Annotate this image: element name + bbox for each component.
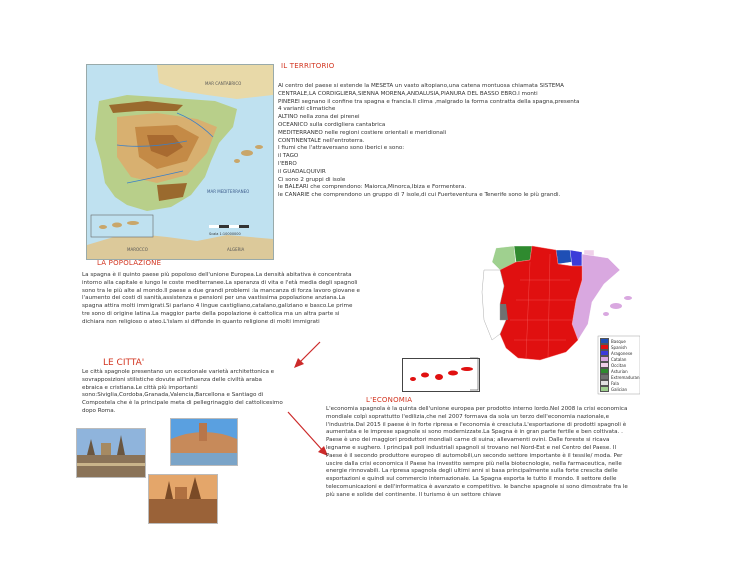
svg-text:MAR MEDITERRANEO: MAR MEDITERRANEO — [207, 189, 250, 194]
territory-line: I fiumi che l'attraversano sono iberici e sono: — [278, 145, 405, 152]
svg-text:MAR CANTABRICO: MAR CANTABRICO — [205, 81, 242, 86]
territory-line: CONTINENTALE nell'entroterra. — [278, 137, 365, 144]
territory-line: Al centro del paese si estende la MESETA un vasto altopiano,una catena montuosa chiamata SISTEMA — [278, 83, 564, 89]
legend-item: Basque — [600, 338, 640, 344]
city-photo — [76, 428, 146, 478]
legend-item: Extremaduran — [600, 374, 640, 380]
economy-line: l'industria.Dal 2015 il paese è in forte ripresa e l'economia è cresciuta.L'esportazione di prodotti spagnoli è — [326, 421, 627, 428]
legend-item: Occitan — [600, 362, 640, 368]
territory-line: MEDITERRANEO nelle regioni costiere orientali e meridionali — [278, 129, 447, 136]
spain-topographic-map — [86, 64, 274, 260]
population-line: spagna attira molti immigrati.Si parlano 4 lingue castigliano,catalano,galiziano e basco.Le prime — [82, 303, 353, 310]
economy-line: Paese è il secondo produttore europeo di automobili,un secondo settore importante è il tessile/ moda. Per — [326, 452, 623, 459]
territory-line: CENTRALE,LA CORDIGLIERA,SIENNA MORENA,ANDALUSIA,PIANURA DEL BASSO EBRO.I monti — [278, 90, 538, 97]
economy-line: più sane e solide del continente. Il turismo è un settore chiave — [326, 491, 501, 498]
territory-heading: IL TERRITORIO — [281, 62, 335, 70]
svg-text:ALGERIA: ALGERIA — [227, 247, 245, 252]
territory-line: il GUADALQUIVIR — [278, 168, 326, 175]
svg-text:MAROCCO: MAROCCO — [127, 247, 148, 252]
population-heading: LA POPOLAZIONE — [97, 259, 162, 267]
economy-line: energie rinnovabili. La ripresa spagnola degli ultimi anni si basa principalmente sulla forte crescita delle — [326, 468, 618, 475]
economy-line: telecomunicazioni e dell'informatica è avanzato e competitivo. le banche spagnole si sono dimostrate fra le — [326, 483, 628, 490]
population-text — [82, 272, 360, 327]
legend-swatch — [600, 386, 609, 392]
population-line: tre sono di origine latina.La maggior parte della popolazione è cattolica ma un altra parte si — [82, 310, 340, 317]
canary-islands-inset — [402, 358, 480, 392]
legend-item: Asturian — [600, 368, 640, 374]
economy-line: L'economia spagnola è la quinta dell'unione europea per prodotto interno lordo.Nel 2008 la crisi economica — [326, 406, 628, 412]
economy-line: esportazioni e quindi sul commercio internazionale. La Spagna esporta le tutto il mondo. Il settore delle — [326, 476, 617, 483]
cities-heading: LE CITTA' — [103, 358, 145, 368]
territory-line: il TAGO — [278, 153, 299, 160]
population-line: La spagna è il quinto paese più popoloso dell'unione Europea.La densità abitativa è concentrata — [82, 272, 352, 278]
city-photo — [148, 474, 218, 524]
economy-text — [326, 406, 628, 500]
language-legend — [600, 338, 640, 392]
territory-text — [278, 83, 579, 200]
territory-line: ALTINO nella zona dei pirenei — [278, 114, 360, 121]
city-photo — [170, 418, 238, 466]
cities-line: Le città spagnole presentano un eccezionale varietà architettonica e — [82, 369, 275, 375]
territory-line: Ci sono 2 gruppi di isole — [278, 176, 346, 183]
economy-line: mondiale colpì soprattutto l'edilizia,che nel 2007 formava da sola un terzo dell'economia nazionale,e — [326, 413, 610, 420]
cities-line: Compostela che è la principale meta di pellegrinaggio del cattolicesimo — [82, 400, 283, 407]
svg-text:Scala 1:10000000: Scala 1:10000000 — [209, 232, 241, 236]
territory-line: 4 varianti climatiche — [278, 106, 336, 113]
territory-line: OCEANICO sulla cordigliera cantabrica — [278, 121, 386, 128]
territory-line: l'EBRO — [278, 160, 297, 167]
economy-heading: L'ECONOMIA — [366, 396, 413, 404]
population-line: intorno alla capitale e lungo le coste mediterranee.La speranza di vita e l'età media degli spagnoli — [82, 279, 358, 286]
legend-item: Galician — [600, 386, 640, 392]
territory-line: le BALEARI che comprendono: Maiorca,Minorca,Ibiza e Formentera. — [278, 184, 467, 191]
cities-line: dopo Roma. — [82, 407, 116, 414]
economy-line: legname e sughero. I principali poli industriali spagnoli si trovano nel Nord-Est e nel Centro del Paese. Il — [326, 444, 617, 451]
legend-item: Catalan — [600, 356, 640, 362]
population-line: l'aumento dei costi di sanità,assistenza e pensioni per una vastissima popolazione anziana.La — [82, 295, 346, 302]
cities-line: ebraica e cristiana.Le città più importanti — [82, 384, 198, 391]
economy-line: aumentata e le imprese spagnole si sono modernizzate.La Spagna è in gran parte fertile e ben coltivata. . — [326, 429, 623, 436]
cities-line: sono:Siviglia,Cordoba,Granada,Valencia,Barcellona e Santiago di — [82, 392, 264, 399]
arrow-icon — [290, 340, 324, 370]
cities-line: sovrapposizioni stilistiche dovute all'influenza delle civiltà araba — [82, 376, 262, 383]
legend-item: Fala — [600, 380, 640, 386]
legend-item: Spanish — [600, 344, 640, 350]
territory-line: le CANARIE che comprendono un gruppo di 7 isole,di cui Fuerteventura e Tenerife sono le più grandi. — [278, 192, 561, 199]
cities-text — [82, 369, 283, 416]
economy-line: Paese è uno dei maggiori produttori mondiali carne di suina; allevamenti ovini. Dalle foreste si ricava — [326, 437, 610, 444]
economy-line: uscire dalla crisi economica il Paese ha investito sempre più nella biotecnologie, nella farmaceutica, nelle — [326, 460, 622, 467]
territory-line: PINEREI segnano il confine tra spagna e francia.Il clima ,malgrado la forma contratta della spagna,presenta — [278, 98, 580, 105]
legend-item: Aragonese — [600, 350, 640, 356]
population-line: sono tra le più alte al mondo.Il paese a due grandi problemi :la mancanza di forza lavoro giovane e — [82, 287, 360, 294]
population-line: dichiara non religioso o ateo.L'islam si diffonde in quanto religione di molti immigrati — [82, 318, 320, 325]
